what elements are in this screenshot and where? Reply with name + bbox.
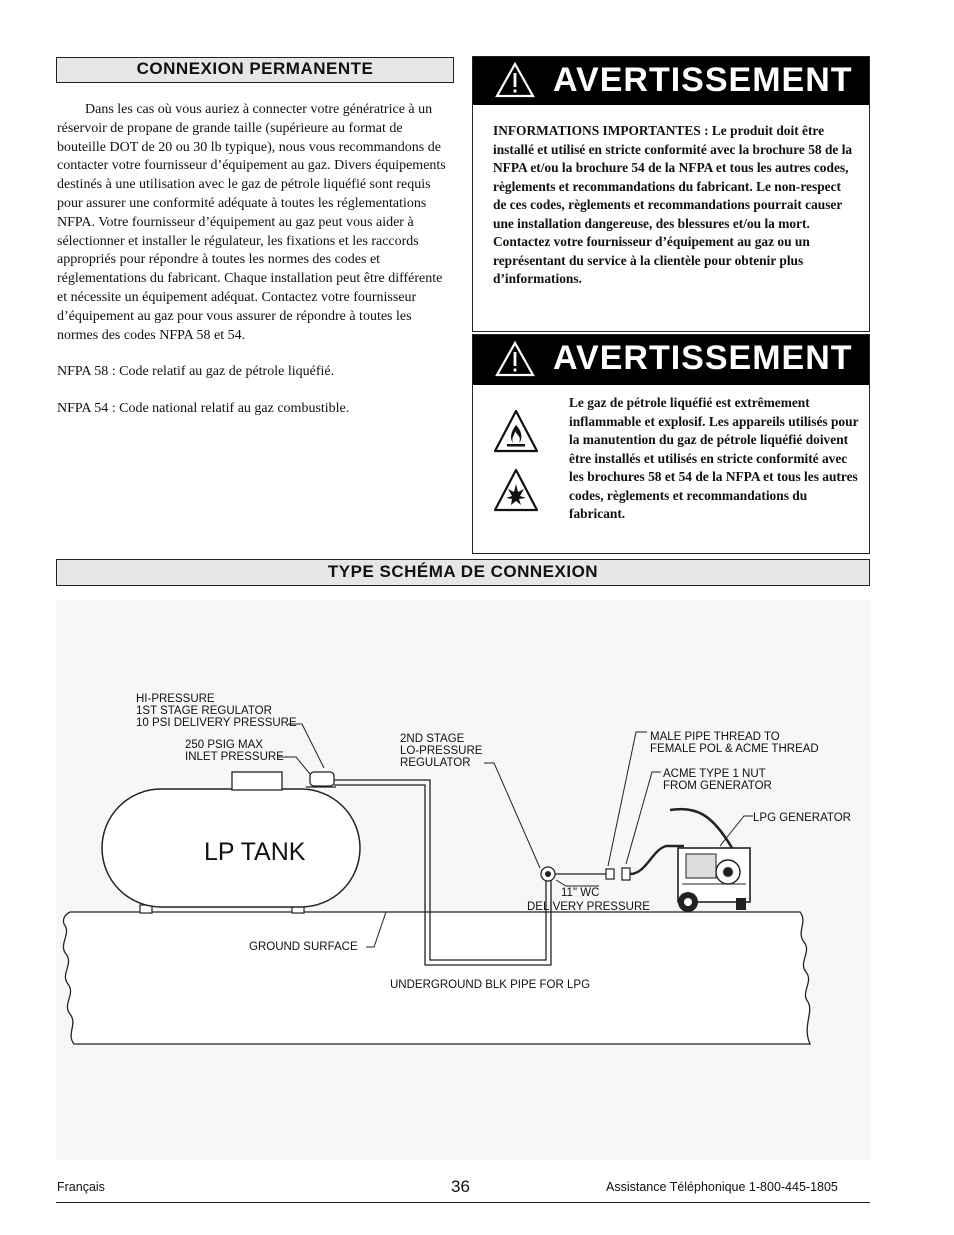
label-delivery-10psi: 10 PSI DELIVERY PRESSURE [136,717,297,729]
label-11wc: 11" WC [561,887,600,899]
connection-diagram [56,600,870,1160]
page-number: 36 [451,1177,470,1196]
warning-header [473,335,869,385]
label-2nd-stage: 2ND STAGE [400,733,465,745]
schema-connexion-heading [56,559,870,586]
label-female-pol: FEMALE POL & ACME THREAD [650,743,819,755]
male-pipe-thread [606,869,614,879]
intro-text-block [57,101,454,419]
ground-surface [63,912,810,1044]
label-acme-nut: ACME TYPE 1 NUT [663,768,766,780]
label-first-stage: 1ST STAGE REGULATOR [136,705,272,717]
heading-text: TYPE SCHÉMA DE CONNEXION [327,562,599,581]
label-ground-surface: GROUND SURFACE [249,941,358,953]
label-male-pipe-thread: MALE PIPE THREAD TO [650,731,780,743]
label-regulator: REGULATOR [400,757,471,769]
heading-text: CONNEXION PERMANENTE [136,59,374,78]
warning-header [473,57,869,105]
explosive-hazard-icon [493,468,539,512]
label-250-psig: 250 PSIG MAX [185,739,263,751]
label-hi-pressure: HI-PRESSURE [136,693,215,705]
nfpa58-line: NFPA 58 : Code relatif au gaz de pétrole liquéfié. [57,364,335,380]
acme-nut [622,868,630,880]
intro-paragraph: Dans les cas où vous auriez à connecter votre génératrice à un réservoir de propane de grande taille (supérieure au format de bouteille DOT de 20 ou 30 lb typique), nous vous recommandons de contacter votre fournisseur d’équipement au gaz. Divers équipements destinés à une utilisation avec le gaz de pétrole liquéfié sont requis pour assurer une conformité adéquate à toutes les réglementations NFPA. Votre fournisseur d’équipement au gaz peut vous aider à sélectionner et installer le régulateur, les fixations et les raccords appropriés pour répondre à toutes les normes des codes et réglementations du fabricant. Chaque installation peut être différente et nécessite un équipement adéquat. Contactez votre fournisseur d’équipement au gaz pour vous assurer de répondre à toutes les normes des codes NFPA 58 et 54. [57,102,446,343]
footer-rule [56,1202,870,1203]
label-underground-pipe: UNDERGROUND BLK PIPE FOR LPG [390,979,591,991]
label-from-generator: FROM GENERATOR [663,780,772,792]
warning-box-flammable [472,334,870,554]
warning-triangle-icon [495,341,535,377]
warning-text: INFORMATIONS IMPORTANTES : Le produit doit être installé et utilisé en stricte conformité avec la brochure 58 de la NFPA et/ou la brochure 54 de la NFPA et tous les autres codes, règlements et recommandations du fabricant. Le non-respect de ces codes, règlements et recommandations pourrait causer une installation dangereuse, des blessures et/ou la mort. Contactez votre fournisseur d’équipement au gaz ou un représentant du service à la clientèle pour obtenir plus d’informations. [493,123,853,286]
warning-title: AVERTISSEMENT [553,339,853,377]
footer-language: Français [57,1180,105,1194]
nfpa54-line: NFPA 54 : Code national relatif au gaz combustible. [57,401,350,417]
label-lp-tank: LP TANK [204,838,306,866]
warning-triangle-icon [495,62,535,98]
label-inlet-pressure: INLET PRESSURE [185,751,284,763]
connexion-permanente-heading [56,57,454,83]
label-lo-pressure: LO-PRESSURE [400,745,483,757]
warning-box-important [472,56,870,332]
label-lpg-generator: LPG GENERATOR [753,812,851,824]
flammable-hazard-icon [493,409,539,453]
warning-text: Le gaz de pétrole liquéfié est extrêmement inflammable et explosif. Les appareils utilisés pour la manutention du gaz de pétrole liquéfié doivent être installés et utilisés en stricte conformité avec les brochures 58 et 54 de la NFPA et tous les autres codes, règlements et recommandations du fabricant. [569,395,859,521]
label-delivery-pressure: DELIVERY PRESSURE [527,901,650,913]
warning-title: AVERTISSEMENT [553,61,853,99]
first-stage-regulator [310,772,334,786]
footer-assistance: Assistance Téléphonique 1-800-445-1805 [606,1180,838,1194]
tank-dome [232,772,282,790]
